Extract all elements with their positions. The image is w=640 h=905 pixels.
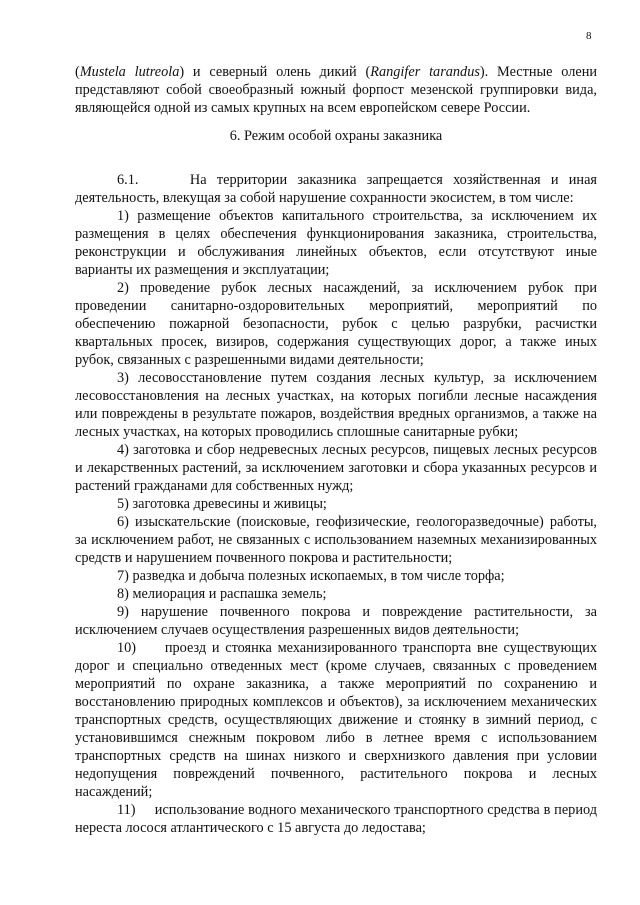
clause-6-1: 6.1. На территории заказника запрещается хозяйственная и иная деятельность, влекущая за собой нарушение сохранности экосистем, в том числе: — [75, 172, 601, 206]
list-item: 8) мелиорация и распашка земель; — [117, 586, 327, 602]
list-item: 11) использование водного механического транспортного средства в период нереста лосося атлантического с 15 августа до ледостава; — [75, 802, 601, 836]
intro-paragraph: (Mustela lutreola) и северный олень дикий (Rangifer tarandus). Местные олени представляют собой своеобразный южный форпост мезенской группировки вида, являющейся одной из самых крупных на всем европейском севере России. — [75, 64, 598, 116]
list-item: 2) проведение рубок лесных насаждений, за исключением рубок при проведении санитарно-оздоровительных мероприятий, мероприятий по обеспечению пожарной безопасности, рубок с целью разрубки, расчистки квартальных просек, визиров, содержания существующих дорог, а также иных рубок, связанных с разрешенными видами деятельности; — [75, 280, 597, 368]
list-item: 5) заготовка древесины и живицы; — [117, 496, 327, 512]
page-number: 8 — [586, 30, 592, 42]
species-latin-name: Rangifer tarandus — [370, 64, 480, 80]
species-latin-name: Mustela lutreola — [79, 64, 180, 80]
list-item: 1) размещение объектов капитального строительства, за исключением их размещения в целях обеспечения функционирования заказника, строительства, реконструкции и обслуживания линейных объектов, если отсутствуют иные варианты их размещения и эксплуатации; — [75, 208, 597, 278]
intro-text: ). Местные олени представляют собой своеобразный южный форпост мезенской группировки вида, являющейся одной из самых крупных на всем европейском севере России. — [75, 64, 598, 116]
list-item: 9) нарушение почвенного покрова и повреждение растительности, за исключением случаев осуществления разрешенных видов деятельности; — [75, 604, 597, 638]
list-item: 10) проезд и стоянка механизированного транспорта вне существующих дорог и специально отведенных мест (кроме случаев, связанных с проведением мероприятий по охране заказника, а также мероприятий по сохранению и восстановлению природных комплексов и объектов), за исключением механических транспортных средств, осуществляющих движение и стоянку в зимний период, с установившимся снежным покровом либо в летнее время с использованием транспортных средств на шинах низкого и сверхнизкого давления при условии недопущения повреждений почвенного, растительного покрова и лесных насаждений; — [75, 640, 601, 800]
list-item: 4) заготовка и сбор недревесных лесных ресурсов, пищевых лесных ресурсов и лекарственных растений, за исключением заготовки и сбора указанных ресурсов и растений гражданами для собственных нужд; — [75, 442, 597, 494]
section-heading: 6. Режим особой охраны заказника — [229, 128, 443, 144]
intro-text: ) и северный олень дикий ( — [179, 64, 371, 80]
list-item: 6) изыскательские (поисковые, геофизические, геологоразведочные) работы, за исключением работ, не связанных с использованием наземных механизированных средств и нарушением почвенного покрова и растительности; — [75, 514, 597, 566]
list-item: 7) разведка и добыча полезных ископаемых, в том числе торфа; — [117, 568, 505, 584]
document-body — [75, 63, 601, 837]
list-item: 3) лесовосстановление путем создания лесных культур, за исключением лесовосстановления на лесных участках, на которых погибли лесные насаждения или повреждены в результате пожаров, воздействия вредных организмов, а также на лесных участках, на которых проводились сплошные санитарные рубки; — [75, 370, 597, 440]
